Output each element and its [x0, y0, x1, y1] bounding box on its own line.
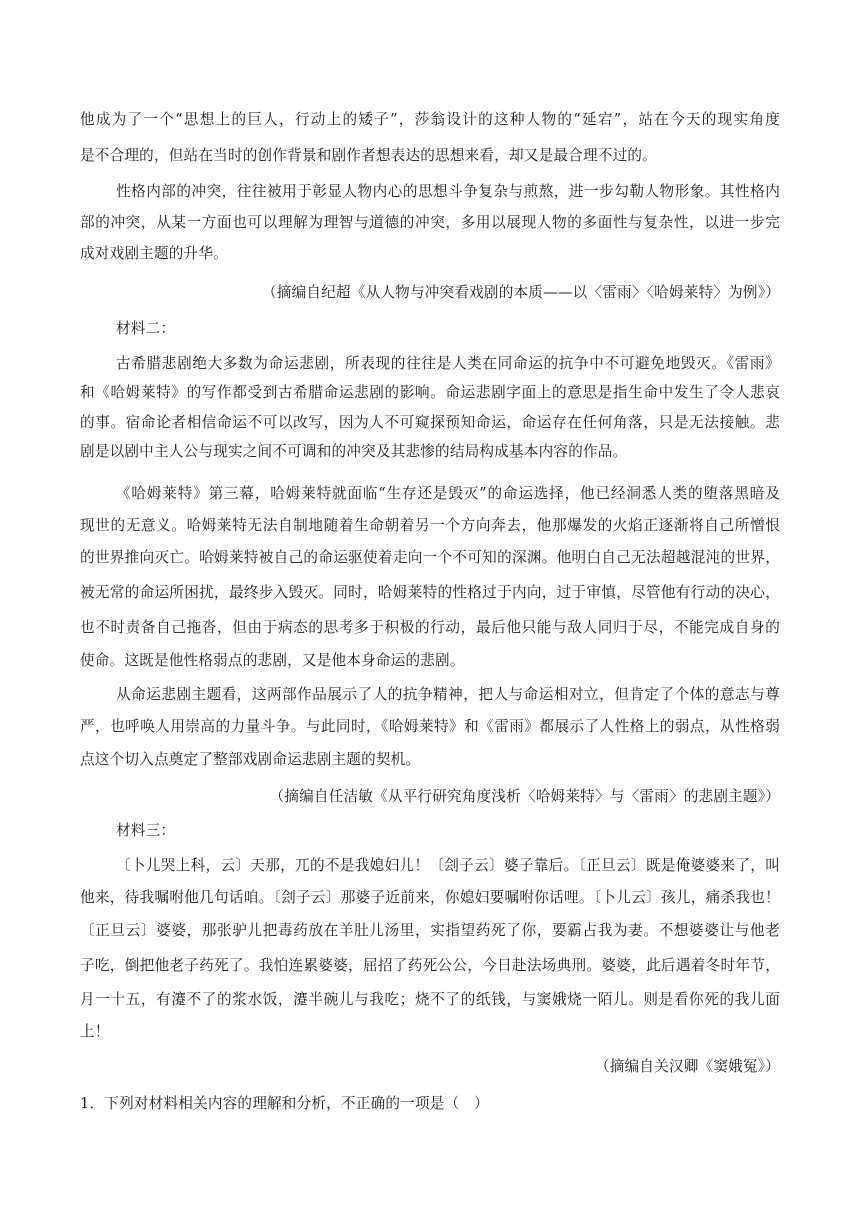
- text-line: 剧是以剧中主人公与现实之间不可调和的冲突及其悲惨的结局构成基本内容的作品。: [80, 443, 628, 460]
- text-line: 和《哈姆莱特》的写作都受到古希腊命运悲剧的影响。命运悲剧字面上的意思是指生命中发生了令人悲哀: [80, 384, 780, 401]
- material-label: 材料二：: [116, 320, 176, 337]
- question-stem: 1．下列对材料相关内容的理解和分析，不正确的一项是（ ）: [80, 1095, 489, 1112]
- paragraph-first-line: 性格内部的冲突，往往被用于彰显人物内心的思想斗争复杂与煎熬，进一步勾勒人物形象。其性格内: [116, 183, 780, 200]
- text-line: 的事。宿命论者相信命运不可以改写，因为人不可窥探预知命运，命运存在任何角落，只是无法接触。悲: [80, 414, 780, 431]
- text-line: 他成为了一个“思想上的巨人，行动上的矮子”，莎翁设计的这种人物的“延宕”，站在今天的现实角度: [80, 111, 780, 128]
- text-line: 〔正旦云〕婆婆，那张驴儿把毒药放在羊肚儿汤里，实指望药死了你，要霸占我为妻。不想婆婆让与他老: [80, 922, 780, 939]
- paragraph-first-line: 从命运悲剧主题看，这两部作品展示了人的抗争精神，把人与命运相对立，但肯定了个体的意志与尊: [116, 686, 780, 703]
- text-line: 上！: [80, 1023, 110, 1040]
- text-line: 的世界推向灭亡。哈姆莱特被自己的命运驱使着走向一个不可知的深渊。他明白自己无法超越混沌的世界，: [80, 549, 780, 566]
- text-line: 部的冲突，从某一方面也可以理解为理智与道德的冲突，多用以展现人物的多面性与复杂性，以进一步完: [80, 214, 780, 231]
- text-line: 是不合理的，但站在当时的创作背景和剧作者想表达的思想来看，却又是最合理不过的。: [80, 147, 657, 164]
- text-line: 子吃，倒把他老子药死了。我怕连累婆婆，屈招了药死公公，今日赴法场典刑。婆婆，此后遇着冬时年节，: [80, 957, 780, 974]
- paragraph-first-line: 〔卜儿哭上科，云〕天那，兀的不是我媳妇儿！〔刽子云〕婆子靠后。〔正旦云〕既是俺婆婆来了，叫: [116, 857, 780, 874]
- material-label: 材料三：: [116, 822, 176, 839]
- source-citation: （摘编自任洁敏《从平行研究角度浅析〈哈姆莱特〉与〈雷雨〉的悲剧主题》）: [269, 788, 780, 805]
- text-line: 严，也呼唤人用崇高的力量斗争。与此同时，《哈姆莱特》和《雷雨》都展示了人性格上的弱点，从性格弱: [80, 718, 780, 735]
- paragraph-first-line: 古希腊悲剧绝大多数为命运悲剧，所表现的往往是人类在同命运的抗争中不可避免地毁灭。《雷雨》: [116, 355, 780, 372]
- text-line: 月一十五，有瀽不了的浆水饭，瀽半碗儿与我吃；烧不了的纸钱，与窦娥烧一陌儿。则是看你死的我儿面: [80, 991, 780, 1008]
- text-line: 也不时责备自己拖沓，但由于病态的思考多于积极的行动，最后他只能与敌人同归于尽，不能完成自身的: [80, 619, 780, 636]
- paragraph-first-line: 《哈姆莱特》第三幕，哈姆莱特就面临“生存还是毁灭”的命运选择，他已经洞悉人类的堕落黑暗及: [116, 485, 780, 502]
- text-line: 他来，待我嘱咐他几句话咱。〔刽子云〕那婆子近前来，你媳妇要嘱咐你话哩。〔卜儿云〕孩儿，痛杀我也！: [80, 889, 780, 906]
- text-line: 成对戏剧主题的升华。: [80, 245, 228, 262]
- source-citation: （摘编自关汉卿《窦娥冤》）: [594, 1058, 780, 1075]
- text-line: 现世的无意义。哈姆莱特无法自制地随着生命朝着另一个方向奔去，他那爆发的火焰正逐渐将自己所憎恨: [80, 517, 780, 534]
- text-line: 被无常的命运所困扰，最终步入毁灭。同时，哈姆莱特的性格过于内向，过于审慎，尽管他有行动的决心，: [80, 584, 780, 601]
- text-line: 点这个切入点奠定了整部戏剧命运悲剧主题的契机。: [80, 751, 421, 768]
- source-citation: （摘编自纪超《从人物与冲突看戏剧的本质——以〈雷雨〉〈哈姆莱特〉为例》）: [262, 284, 780, 301]
- text-line: 使命。这既是他性格弱点的悲剧，又是他本身命运的悲剧。: [80, 652, 465, 669]
